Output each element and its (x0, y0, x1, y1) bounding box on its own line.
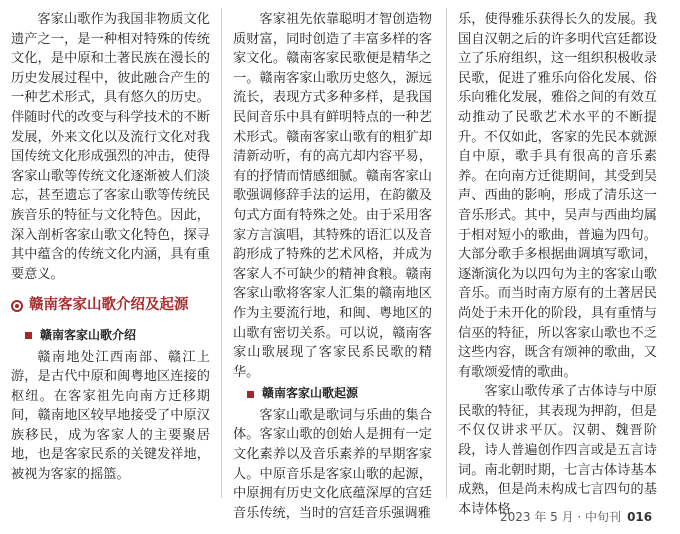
subheading-introduction (25, 326, 210, 346)
column-divider (221, 8, 222, 498)
section-heading (11, 296, 210, 316)
body-paragraph: 赣南地处江西南部、赣江上游，是古代中原和闽粤地区连接的枢纽。在客家祖先向南方迁移期间，赣南地区较早地接受了中原汉族移民，成为客家人的主要聚居地，也是客家民系的关键发祥地，被视为客家的摇篮。 (11, 349, 210, 483)
text-column-2 (233, 10, 432, 523)
page-number: 016 (627, 510, 653, 524)
subheading-origin (247, 384, 432, 404)
text-column-1 (11, 10, 210, 485)
section-title: 赣南客家山歌介绍及起源 (29, 297, 189, 314)
subheading-label: 赣南客家山歌起源 (262, 386, 359, 401)
subheading-label: 赣南客家山歌介绍 (40, 327, 137, 342)
body-paragraph: 客家祖先依靠聪明才智创造物质财富，同时创造了丰富多样的客家文化。赣南客家民歌便是精华之一。赣南客家山歌历史悠久，源远流长，表现方式多种多样，是我国民间音乐中具有鲜明特点的一种艺术形式。赣南客家山歌有的粗犷却清新动听，有的高亢却内容平易，有的抒情而情感细腻。赣南客家山歌强调修辞手法的运用，在韵徽及句式方面有特殊之处。由于采用客家方言演唱，其特殊的语汇以及音韵形成了特殊的艺术风格，并成为客家人不可缺少的精神食粮。赣南客家山歌将客家人汇集的赣南地区作为主要流行地，和闽、粤地区的山歌有密切关系。可以说，赣南客家山歌展现了客家民系民歌的精华。 (233, 12, 432, 380)
square-bullet-icon (25, 332, 32, 339)
section-bullet-icon (11, 300, 23, 312)
column-divider (446, 8, 447, 498)
intro-paragraph: 客家山歌作为我国非物质文化遗产之一，是一种相对特殊的传统文化，是中原和土著民族在漫长的历史发展过程中，彼此融合产生的一种艺术形式，具有悠久的历史。伴随时代的改变与科学技术的不断发展，外来文化以及流行文化对我国传统文化形成强烈的冲击，使得客家山歌等传统文化逐渐被人们淡忘，甚至遗忘了客家山歌等传统民族音乐的特征与文化特色。因此，深入剖析客家山歌文化特色，探寻其中蕴含的传统文化内涵，具有重要意义。 (11, 12, 210, 282)
text-column-3 (458, 10, 657, 519)
body-paragraph: 客家山歌是歌词与乐曲的集合体。客家山歌的创始人是拥有一定文化素养以及音乐素养的早期客家人。中原音乐是客家山歌的起源，中原拥有历史文化底蕴深厚的宫廷音乐传统，当时的宫廷音乐强调雅 (233, 407, 432, 521)
page-footer (500, 508, 652, 525)
issue-label: 2023 年 5 月 · 中旬刊 (500, 510, 622, 524)
body-paragraph: 乐，使得雅乐获得长久的发展。我国自汉朝之后的许多明代宫廷都设立了乐府组织，这一组织积极收录民歌，促进了雅乐向俗化发展、俗乐向雅化发展，雅俗之间的有效互动推动了民歌艺术水平的不断提升。不仅如此，客家的先民本就源自中原，歌手具有很高的音乐素养。在向南方迁徙期间，其受到吴声、西曲的影响，形成了清乐这一音乐形式。其中，吴声与西曲均属于相对短小的歌曲，普遍为四句。大部分歌手多根据曲调填写歌词，逐渐演化为以四句为主的客家山歌音乐。而当时南方原有的土著居民尚处于未开化的阶段，具有重情与信巫的特征，所以客家山歌也不乏这些内容，既含有颂神的歌曲，又有歌颂爱情的歌曲。 (458, 12, 657, 380)
square-bullet-icon (247, 391, 254, 398)
body-paragraph: 客家山歌传承了古体诗与中原民歌的特征，其表现为押韵，但是不仅仅讲求平仄。汉朝、魏晋阶段，诗人普遍创作四言或是五言诗词。南北朝时期，七言古体诗基本成熟，但是尚未构成七言四句的基本诗体格 (458, 384, 657, 517)
